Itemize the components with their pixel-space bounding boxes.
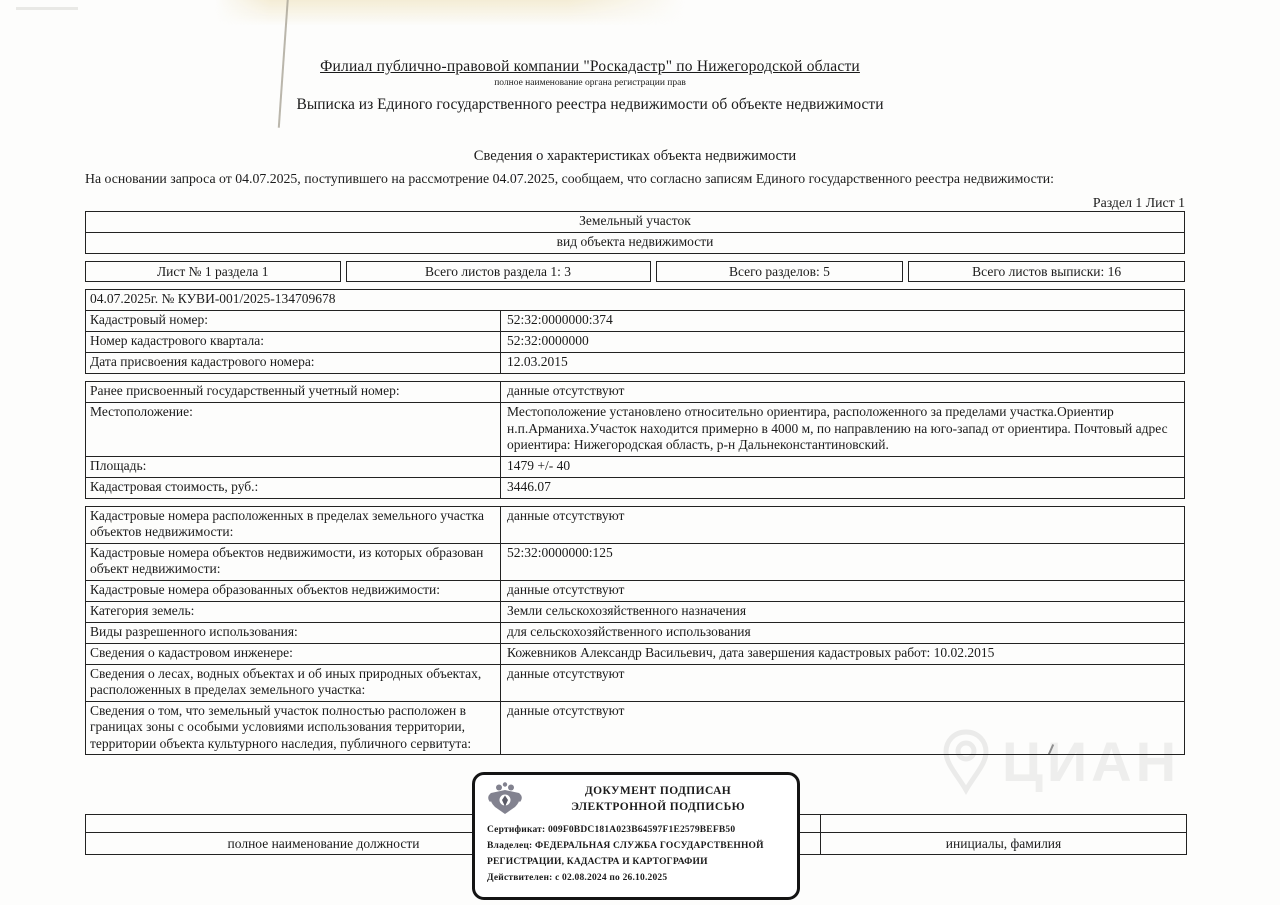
row-value: данные отсутствуют (507, 665, 625, 681)
total-sections-cell: Всего разделов: 5 (656, 261, 904, 282)
row-label: Кадастровый номер: (86, 311, 501, 331)
watermark-text: ЦИАН (1002, 730, 1181, 793)
stamp-header (487, 780, 785, 818)
row-label: Сведения о том, что земельный участок полностью расположен в границах зоны с особыми условиями использования территории, территории объекта культурного наследия, публичного сервитута: (86, 702, 501, 755)
registration-authority-caption: полное наименование органа регистрации прав (494, 78, 686, 88)
table-row (86, 701, 1184, 755)
row-label: Номер кадастрового квартала: (86, 332, 501, 352)
sheets-in-section-cell: Всего листов раздела 1: 3 (346, 261, 651, 282)
table-row (86, 601, 1184, 622)
row-label: Площадь: (86, 457, 501, 477)
object-kind-value: Земельный участок (579, 213, 691, 228)
spacer (85, 374, 1185, 381)
stamp-owner-line2: РЕГИСТРАЦИИ, КАДАСТРА И КАРТОГРАФИИ (487, 857, 708, 867)
row-value: Местоположение установлено относительно ориентира, расположенного за пределами участка.Ориентир н.п.Арманиха.Участок находится примерно в 4000 м, по направлению на юго-запад от ориентира. Почтовый адрес ориентира: Нижегородская область, р-н Дальнеконстантиновский. (507, 404, 1168, 452)
row-label: Кадастровые номера образованных объектов недвижимости: (86, 581, 501, 601)
location-area-table (85, 381, 1185, 499)
request-basis-line: На основании запроса от 04.07.2025, поступившего на рассмотрение 04.07.2025, сообщаем, что согласно записям Единого государственного реестра недвижимости: (85, 171, 1055, 186)
row-value: данные отсутствуют (507, 702, 625, 718)
row-value: данные отсутствуют (507, 507, 625, 523)
object-kind-box (85, 211, 1185, 254)
registration-authority-name: Филиал публично-правовой компании "Роскадастр" по Нижегородской области (320, 58, 860, 75)
row-label: Ранее присвоенный государственный учетный номер: (86, 382, 501, 402)
row-value: 3446.07 (507, 478, 551, 494)
row-label: Кадастровые номера расположенных в пределах земельного участка объектов недвижимости: (86, 507, 501, 543)
table-row (86, 311, 1184, 331)
stamp-title-line2: ЭЛЕКТРОННОЙ ПОДПИСЬЮ (571, 801, 745, 813)
stamp-certificate: Сертификат: 009F0BDC181A023B64597F1E2579BEFB50 (487, 825, 736, 835)
document-title: Выписка из Единого государственного реестра недвижимости об объекте недвижимости (296, 96, 884, 113)
row-label: Местоположение: (86, 403, 501, 456)
electronic-signature-stamp (472, 772, 800, 900)
table-row (86, 664, 1184, 701)
table-row (86, 580, 1184, 601)
row-value: 52:32:0000000:374 (507, 312, 613, 327)
row-value: данные отсутствуют (507, 383, 625, 398)
total-sheets-cell: Всего листов выписки: 16 (908, 261, 1185, 282)
stamp-details (487, 822, 785, 886)
row-label: Кадастровая стоимость, руб.: (86, 478, 501, 498)
table-row (86, 352, 1184, 373)
table-row (86, 456, 1184, 477)
row-label: Сведения о кадастровом инженере: (86, 644, 501, 664)
table-row (86, 477, 1184, 498)
row-value: Земли сельскохозяйственного назначения (507, 602, 747, 618)
row-value: 1479 +/- 40 (507, 457, 571, 473)
stamp-validity: Действителен: с 02.08.2024 по 26.10.2025 (487, 873, 668, 883)
section-sheet-label: Раздел 1 Лист 1 (1092, 195, 1185, 210)
document-header (0, 58, 1180, 114)
row-value: 52:32:0000000 (507, 333, 589, 348)
sheet-counters-row (85, 261, 1185, 282)
scan-smudge (16, 7, 78, 10)
spacer (85, 282, 1185, 289)
table-row (86, 331, 1184, 352)
spacer (85, 254, 1185, 261)
request-number-row: 04.07.2025г. № КУВИ-001/2025-134709678 (86, 290, 1184, 311)
row-label: Виды разрешенного использования: (86, 623, 501, 643)
spacer (85, 499, 1185, 506)
signature-blank-right (821, 815, 1186, 832)
sheet-number-cell: Лист № 1 раздела 1 (85, 261, 341, 282)
stamp-title-line1: ДОКУМЕНТ ПОДПИСАН (584, 785, 732, 797)
row-value: Кожевников Александр Васильевич, дата завершения кадастровых работ: 10.02.2015 (507, 644, 995, 660)
row-label: Дата присвоения кадастрового номера: (86, 353, 501, 373)
table-row (86, 507, 1184, 543)
section-title: Сведения о характеристиках объекта недвижимости (473, 148, 797, 164)
object-kind-caption: вид объекта недвижимости (86, 232, 1184, 253)
position-name-label: полное наименование должности (86, 833, 562, 854)
table-row (86, 543, 1184, 580)
row-label: Кадастровые номера объектов недвижимости, из которых образован объект недвижимости: (86, 544, 501, 580)
row-label: Сведения о лесах, водных объектах и об иных природных объектах, расположенных в пределах земельного участка: (86, 665, 501, 701)
row-value: 52:32:0000000:125 (507, 544, 613, 560)
row-label: Категория земель: (86, 602, 501, 622)
table-row (86, 622, 1184, 643)
coat-of-arms-icon (487, 780, 523, 818)
characteristics-table (85, 506, 1185, 756)
stamp-title (531, 783, 785, 815)
row-value: данные отсутствуют (507, 581, 625, 597)
initials-surname-label: инициалы, фамилия (945, 835, 1062, 851)
table-row (86, 643, 1184, 664)
registry-tables (85, 211, 1185, 755)
cadastral-id-table (85, 289, 1185, 374)
stamp-owner-line1: Владелец: ФЕДЕРАЛЬНАЯ СЛУЖБА ГОСУДАРСТВЕННОЙ (487, 841, 764, 851)
table-row (86, 402, 1184, 456)
row-value: для сельскохозяйственного использования (507, 623, 751, 639)
table-row (86, 382, 1184, 402)
row-value: 12.03.2015 (507, 354, 568, 369)
